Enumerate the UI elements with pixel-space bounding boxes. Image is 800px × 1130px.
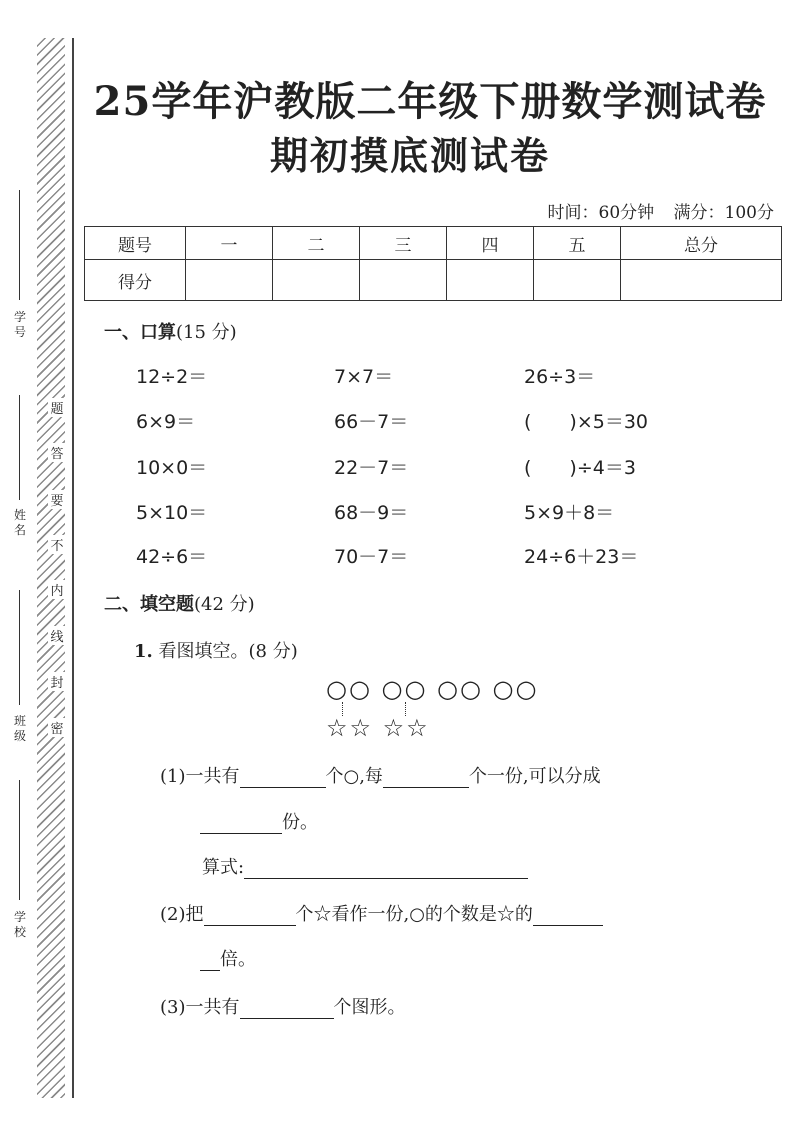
class-label: 班级	[13, 714, 26, 743]
score-table-cell: 四	[447, 227, 534, 260]
formula-blank[interactable]	[244, 858, 528, 879]
part-1-text: 个一份,可以分成	[468, 766, 601, 787]
question-1-part-1-cont	[200, 808, 318, 834]
student-id-label: 学号	[13, 310, 26, 339]
answer-blank[interactable]	[204, 905, 296, 926]
score-input-cell[interactable]	[360, 260, 447, 301]
calc-item: ( )÷4＝3	[524, 457, 636, 479]
score-table-cell: 二	[273, 227, 360, 260]
calc-item: 68－9＝	[334, 502, 409, 524]
score-table-score-row	[85, 260, 782, 301]
school-line	[19, 780, 20, 900]
score-input-cell[interactable]	[534, 260, 621, 301]
section-1-points: (15 分)	[176, 322, 237, 343]
seal-char: 封	[48, 672, 66, 691]
answer-blank[interactable]	[200, 813, 282, 834]
calc-item: 5×9＋8＝	[524, 502, 615, 524]
seal-char: 内	[48, 580, 66, 599]
score-table-cell: 五	[534, 227, 621, 260]
seal-char: 密	[48, 718, 66, 737]
score-table	[84, 226, 782, 301]
section-1-heading	[104, 318, 237, 344]
seal-char: 答	[48, 443, 66, 462]
exam-meta	[534, 198, 775, 223]
score-input-cell[interactable]	[447, 260, 534, 301]
calc-item: 26÷3＝	[524, 366, 596, 388]
part-2-text: (2)把	[160, 904, 204, 925]
question-1-part-3	[160, 993, 406, 1019]
calc-item: 12÷2＝	[136, 366, 208, 388]
score-input-cell[interactable]	[273, 260, 360, 301]
question-1-part-2-cont	[200, 945, 256, 971]
class-line	[19, 590, 20, 705]
circles-figure: ○○ ○○ ○○ ○○	[326, 675, 539, 703]
time-limit: 时间：60分钟	[547, 203, 655, 223]
exam-title: 25学年沪教版二年级下册数学测试卷	[93, 78, 767, 125]
answer-blank[interactable]	[533, 905, 603, 926]
question-1-text: 看图填空。(8 分)	[158, 641, 298, 662]
calc-item: 42÷6＝	[136, 546, 208, 568]
student-id-line	[19, 190, 20, 300]
question-1-part-2	[160, 900, 603, 926]
part-3-text: (3)一共有	[160, 997, 240, 1018]
formula-line	[202, 853, 528, 879]
calc-item: ( )×5＝30	[524, 411, 649, 433]
seal-char: 不	[48, 535, 66, 554]
score-table-cell: 三	[360, 227, 447, 260]
section-2-heading	[104, 590, 255, 616]
calc-item: 7×7＝	[334, 366, 394, 388]
name-line	[19, 395, 20, 500]
answer-blank[interactable]	[240, 998, 334, 1019]
seal-char: 线	[48, 626, 66, 645]
score-table-header-row	[85, 227, 782, 260]
section-1-title: 一、口算	[104, 322, 176, 343]
part-3-text: 个图形。	[333, 997, 406, 1018]
name-label: 姓名	[13, 508, 26, 537]
section-2-points: (42 分)	[194, 594, 255, 615]
score-table-cell: 得分	[85, 260, 186, 301]
score-table-cell: 一	[186, 227, 273, 260]
question-1-prompt	[134, 637, 298, 663]
binding-line	[72, 38, 74, 1098]
score-input-cell[interactable]	[186, 260, 273, 301]
calc-item: 5×10＝	[136, 502, 208, 524]
part-1-text: (1)一共有	[160, 766, 240, 787]
calc-item: 10×0＝	[136, 457, 208, 479]
calc-item: 66－7＝	[334, 411, 409, 433]
calc-item: 22－7＝	[334, 457, 409, 479]
calc-item: 6×9＝	[136, 411, 196, 433]
score-table-cell: 题号	[85, 227, 186, 260]
part-2-text: 个☆看作一份,○的个数是☆的	[295, 904, 533, 925]
answer-blank[interactable]	[200, 950, 220, 971]
exam-subtitle: 期初摸底测试卷	[269, 133, 550, 178]
question-1-number: 1.	[134, 641, 153, 662]
formula-label: 算式:	[202, 857, 245, 878]
part-1-text: 份。	[282, 812, 318, 833]
full-score: 满分：100分	[673, 203, 774, 223]
school-label: 学校	[13, 910, 26, 939]
question-1-part-1	[160, 762, 601, 788]
answer-blank[interactable]	[383, 767, 469, 788]
calc-item: 24÷6＋23＝	[524, 546, 639, 568]
section-2-title: 二、填空题	[104, 594, 194, 615]
binding-hatch	[37, 38, 65, 1098]
part-2-text: 倍。	[220, 949, 256, 970]
seal-char: 要	[48, 490, 66, 509]
score-input-cell[interactable]	[621, 260, 782, 301]
binding-margin	[0, 0, 80, 1130]
score-table-cell: 总分	[621, 227, 782, 260]
calc-item: 70－7＝	[334, 546, 409, 568]
answer-blank[interactable]	[240, 767, 326, 788]
stars-figure: ☆☆ ☆☆	[326, 714, 430, 742]
part-1-text: 个○,每	[325, 766, 383, 787]
seal-char: 题	[48, 398, 66, 417]
